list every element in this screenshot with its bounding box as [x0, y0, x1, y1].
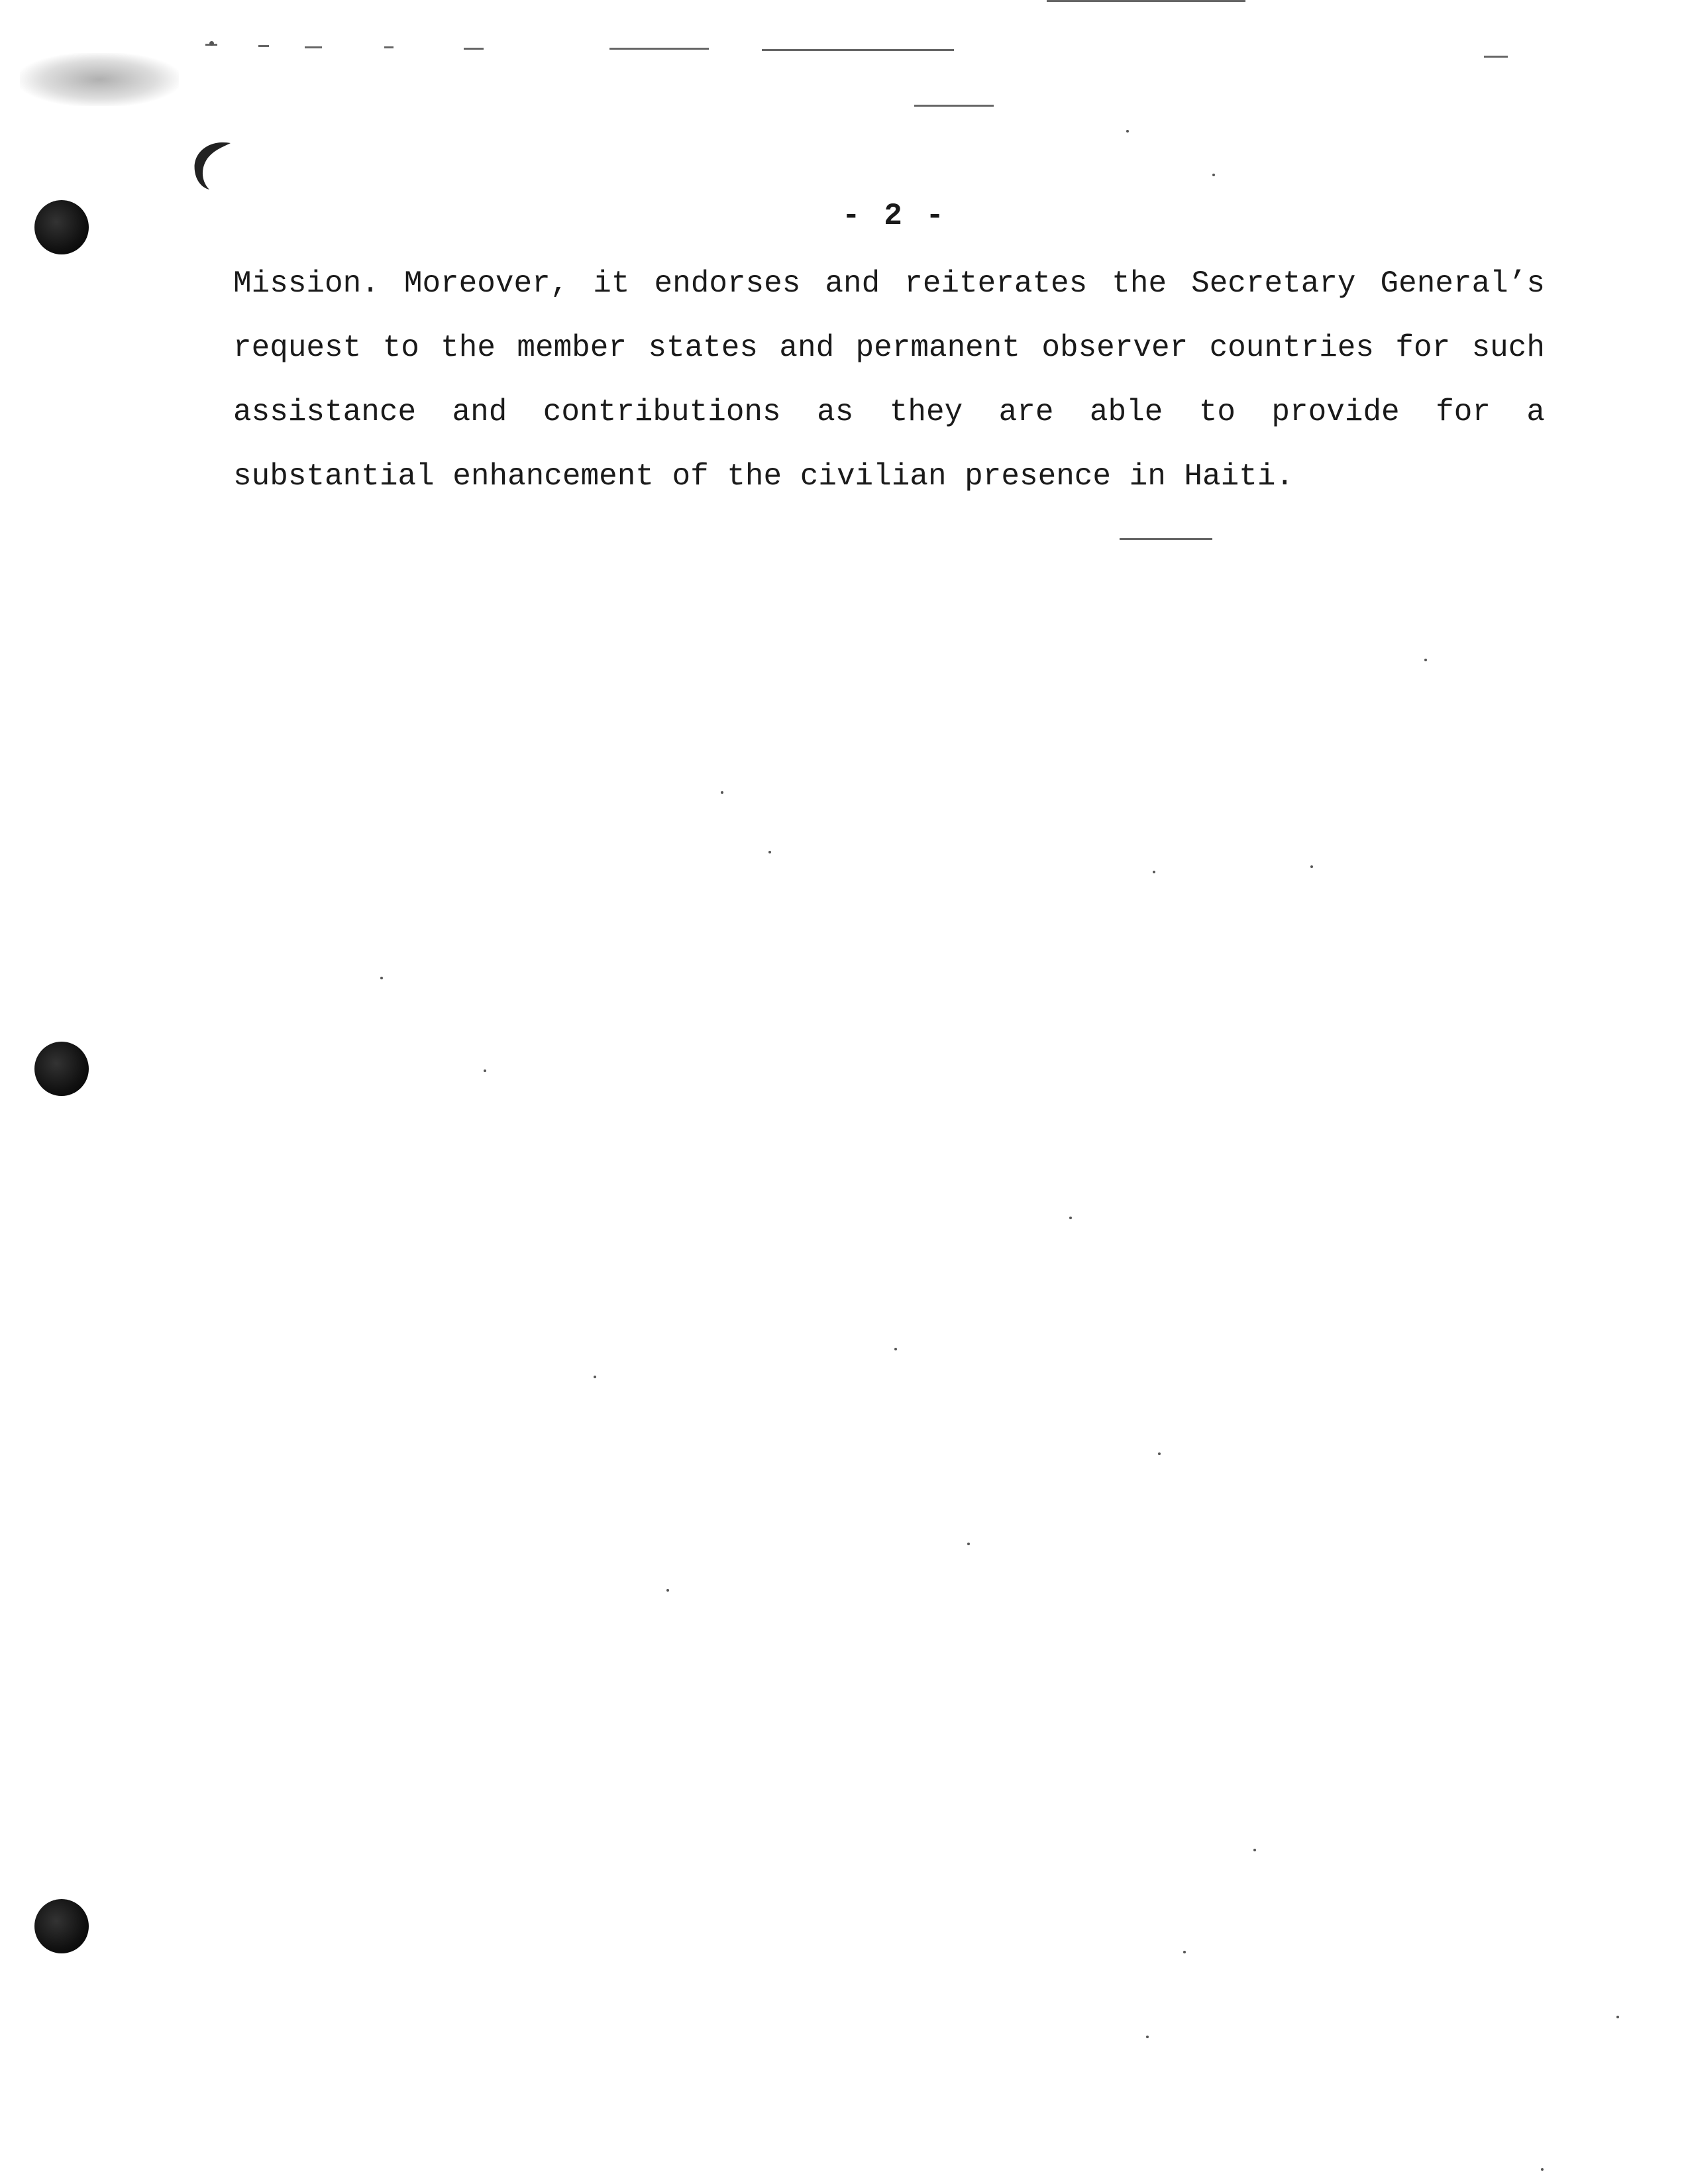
- scan-speck: [1126, 130, 1129, 133]
- scan-dash: [1120, 538, 1212, 540]
- page-number: - 2 -: [841, 199, 947, 233]
- scan-speck: [967, 1543, 970, 1545]
- scan-speck: [1153, 871, 1155, 873]
- punch-hole: [34, 1899, 89, 1953]
- scan-speck: [594, 1376, 596, 1378]
- scan-dash: [914, 105, 994, 107]
- scan-dash: [384, 46, 394, 48]
- scan-speck: [666, 1589, 669, 1592]
- scan-speck: [894, 1348, 897, 1350]
- scan-speck: [1158, 1452, 1161, 1455]
- scan-speck: [380, 977, 383, 979]
- scan-speck: [1069, 1217, 1072, 1219]
- scan-dash: [762, 49, 954, 51]
- scan-speck: [484, 1069, 486, 1072]
- crescent-mark: [189, 138, 236, 191]
- scan-speck: [1310, 865, 1313, 868]
- scan-speck: [209, 41, 214, 46]
- scan-speck: [1212, 174, 1215, 176]
- scan-dash: [305, 46, 322, 48]
- scan-speck: [1541, 2168, 1544, 2171]
- scan-speck: [721, 791, 723, 794]
- scan-speck: [1424, 659, 1427, 661]
- punch-hole: [34, 1042, 89, 1096]
- body-paragraph: Mission. Moreover, it endorses and reiterates the Secretary General’s request to the member states and permanent observer countries for such assistance and contributions as they are able to provide for a substantial enhancement of the civilian presence in Haiti.: [233, 266, 1545, 494]
- scan-speck: [768, 851, 771, 853]
- scan-dash: [258, 45, 269, 47]
- scan-speck: [1253, 1849, 1256, 1851]
- scan-speck: [1146, 2036, 1149, 2038]
- scan-speck: [1183, 1951, 1186, 1953]
- scan-speck: [1616, 2016, 1619, 2018]
- scan-dash: [1484, 56, 1508, 58]
- scan-noise: [20, 53, 179, 106]
- scan-dash: [1047, 0, 1245, 2]
- scan-dash: [609, 48, 709, 50]
- scan-dash: [464, 48, 484, 50]
